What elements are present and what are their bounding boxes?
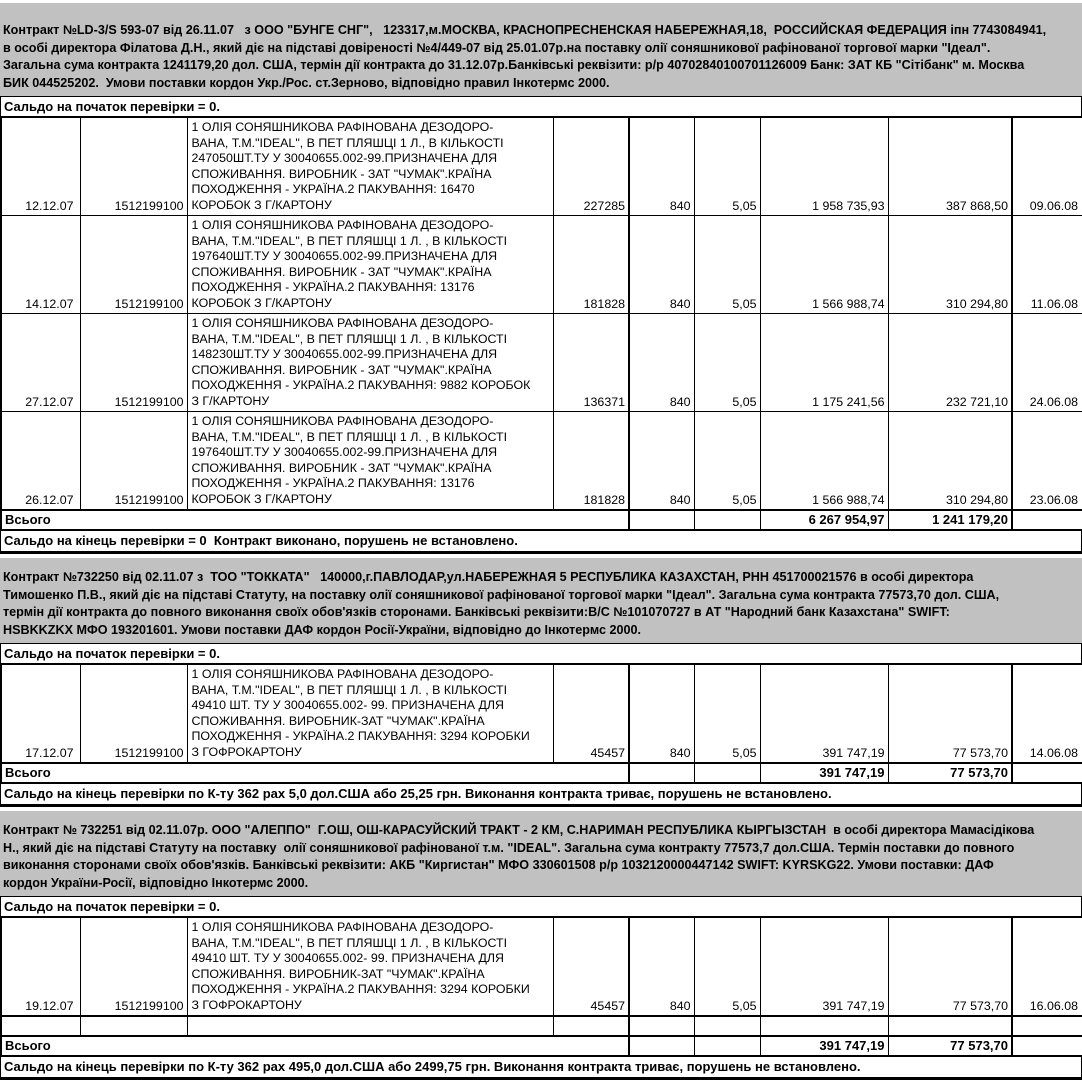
goods-description-cell: 1 ОЛІЯ СОНЯШНИКОВА РАФІНОВАНА ДЕЗОДОРО- ВАНА, Т.М."IDEAL", В ПЕТ ПЛЯШЦІ 1 Л. , В КІЛЬКОСТІ 49410 ШТ. ТУ У 30040655.002- 99. ПРИЗНАЧЕНА ДЛЯ СПОЖИВАННЯ. ВИРОБНИК-ЗАТ "ЧУМАК".КРАЇНА ПОХОДЖЕННЯ - УКРАЇНА.2 ПАКУВАННЯ: 3294 КОРОБКИ З ГОФРОКАРТОНУ [187,664,553,763]
amount-paid-cell: 77 573,70 [888,664,1012,763]
empty-cell [80,1016,187,1036]
amount-paid-cell: 387 868,50 [888,117,1012,216]
total-amount-paid-cell: 77 573,70 [888,1036,1012,1056]
amount-usd-cell: 1 566 988,74 [760,216,888,314]
total-currency-cell [629,763,694,783]
amount-usd-cell: 1 566 988,74 [760,412,888,511]
shipment-date-cell: 14.12.07 [1,216,80,314]
goods-description-cell: 1 ОЛІЯ СОНЯШНИКОВА РАФІНОВАНА ДЕЗОДОРО- ВАНА, Т.М."IDEAL", В ПЕТ ПЛЯШЦІ 1 Л., В КІЛЬКОСТІ 247050ШТ.ТУ У 30040655.002-99.ПРИЗНАЧЕНА ДЛЯ СПОЖИВАННЯ. ВИРОБНИК - ЗАТ "ЧУМАК".КРАЇНА ПОХОДЖЕННЯ - УКРАЇНА.2 ПАКУВАННЯ: 16470 КОРОБОК З Г/КАРТОНУ [187,117,553,216]
contract-2-saldo-end: Сальдо на кінець перевірки по К-ту 362 рах 5,0 дол.США або 25,25 грн. Виконання контракта триває, порушень не встановлено. [0,784,1082,807]
quantity-cell: 181828 [553,412,629,511]
total-row [1,510,1082,530]
total-price-cell [694,763,760,783]
total-empty-cell [1012,763,1082,783]
currency-code-cell: 840 [629,216,694,314]
currency-code-cell: 840 [629,117,694,216]
amount-usd-cell: 1 958 735,93 [760,117,888,216]
contract-1-saldo-end: Сальдо на кінець перевірки = 0 Контракт виконано, порушень не встановлено. [0,531,1082,554]
hs-code-cell: 1512199100 [80,117,187,216]
table-row [1,216,1082,314]
contract-2-section [0,558,1082,807]
payment-date-cell: 09.06.08 [1012,117,1082,216]
contract-1-header: Контракт №LD-3/S 593-07 від 26.11.07 з ООО "БУНГЕ СНГ", 123317,м.МОСКВА, КРАСНОПРЕСНЕНСКАЯ НАБЕРЕЖНАЯ,18, РОССИЙСКАЯ ФЕДЕРАЦИЯ іпн 7743084941, в особі директора Філатова Д.Н., який діє на підставі довіреності №4/449-07 від 25.01.07р.на поставку олії соняшникової рафінованої торгової марки "Ідеал". Загальна сума контракта 1241179,20 дол. США, термін дії контракта до 31.12.07р.Банківські реквізити: р/р 40702840100701126009 Банк: ЗАТ КБ "Сітібанк" м. Москва БИК 044525202. Умови поставки кордон Укр./Рос. ст.Зерново, відповідно правил Інкотермс 2000. [0,3,1082,97]
total-price-cell [694,1036,760,1056]
empty-cell [629,1016,694,1036]
total-row [1,763,1082,783]
total-empty-cell [1012,1036,1082,1056]
total-currency-cell [629,1036,694,1056]
payment-date-cell: 11.06.08 [1012,216,1082,314]
unit-price-cell: 5,05 [694,314,760,412]
total-label-cell: Всього [1,1036,629,1056]
contract-1-saldo-start: Сальдо на початок перевірки = 0. [0,97,1082,116]
goods-description-cell: 1 ОЛІЯ СОНЯШНИКОВА РАФІНОВАНА ДЕЗОДОРО- ВАНА, Т.М."IDEAL", В ПЕТ ПЛЯШЦІ 1 Л. , В КІЛЬКОСТІ 49410 ШТ. ТУ У 30040655.002- 99. ПРИЗНАЧЕНА ДЛЯ СПОЖИВАННЯ. ВИРОБНИК-ЗАТ "ЧУМАК".КРАЇНА ПОХОДЖЕННЯ - УКРАЇНА.2 ПАКУВАННЯ: 3294 КОРОБКИ З ГОФРОКАРТОНУ [187,917,553,1016]
empty-row [1,1016,1082,1036]
hs-code-cell: 1512199100 [80,664,187,763]
unit-price-cell: 5,05 [694,117,760,216]
unit-price-cell: 5,05 [694,412,760,511]
unit-price-cell: 5,05 [694,664,760,763]
contract-3-section [0,811,1082,1080]
shipment-date-cell: 19.12.07 [1,917,80,1016]
total-amount-paid-cell: 1 241 179,20 [888,510,1012,530]
unit-price-cell: 5,05 [694,917,760,1016]
total-empty-cell [1012,510,1082,530]
contract-3-shipments-table [0,916,1082,1057]
hs-code-cell: 1512199100 [80,314,187,412]
empty-cell [187,1016,553,1036]
amount-paid-cell: 77 573,70 [888,917,1012,1016]
contract-3-header: Контракт № 732251 від 02.11.07р. ООО "АЛЕППО" Г.ОШ, ОШ-КАРАСУЙСКИЙ ТРАКТ - 2 КМ, С.НАРИМАН РЕСПУБЛИКА КЫРГЫЗСТАН в особі директора Мамасідікова Н., який діє на підставі Статуту на поставку олії соняшникової рафінованої т.м. "IDEAL". Загальна сума контракту 77573,7 дол.США. Термін поставки до повного виконання сторонами своїх обов'язків. Банківські реквізити: АКБ "Киргистан" МФО 330601508 р/р 1032120000447142 SWIFT: KYRSKG22. Умови поставки: ДАФ кордон України-Росії, відповідно Інкотермс 2000. [0,811,1082,897]
currency-code-cell: 840 [629,664,694,763]
table-row [1,917,1082,1016]
amount-paid-cell: 310 294,80 [888,216,1012,314]
contract-2-shipments-table [0,663,1082,784]
contract-3-saldo-start: Сальдо на початок перевірки = 0. [0,897,1082,916]
shipment-date-cell: 27.12.07 [1,314,80,412]
empty-cell [694,1016,760,1036]
amount-paid-cell: 232 721,10 [888,314,1012,412]
goods-description-cell: 1 ОЛІЯ СОНЯШНИКОВА РАФІНОВАНА ДЕЗОДОРО- ВАНА, Т.М."IDEAL", В ПЕТ ПЛЯШЦІ 1 Л. , В КІЛЬКОСТІ 197640ШТ.ТУ У 30040655.002-99.ПРИЗНАЧЕНА ДЛЯ СПОЖИВАННЯ. ВИРОБНИК - ЗАТ "ЧУМАК".КРАЇНА ПОХОДЖЕННЯ - УКРАЇНА.2 ПАКУВАННЯ: 13176 КОРОБОК З Г/КАРТОНУ [187,216,553,314]
contract-2-header: Контракт №732250 від 02.11.07 з ТОО "ТОККАТА" 140000,г.ПАВЛОДАР,ул.НАБЕРЕЖНАЯ 5 РЕСПУБЛИКА КАЗАХСТАН, РНН 451700021576 в особі директора Тимошенко П.В., який діє на підставі Статуту, на поставку олії соняшникової рафінованої торгової марки "Ідеал". Загальна сума контракта 77573,70 дол. США, термін дії контракта до повного виконання своїх обов'язків сторонами. Банківські реквізити:В/С №101070727 в АТ "Народний банк Казахстана" SWIFT: HSBKKZKX МФО 193201601. Умови поставки ДАФ кордон Росії-України, відповідно до Інкотермс 2000. [0,558,1082,644]
amount-usd-cell: 1 175 241,56 [760,314,888,412]
currency-code-cell: 840 [629,412,694,511]
quantity-cell: 136371 [553,314,629,412]
payment-date-cell: 16.06.08 [1012,917,1082,1016]
total-price-cell [694,510,760,530]
payment-date-cell: 14.06.08 [1012,664,1082,763]
shipment-date-cell: 12.12.07 [1,117,80,216]
hs-code-cell: 1512199100 [80,917,187,1016]
contract-1-shipments-table [0,116,1082,531]
quantity-cell: 181828 [553,216,629,314]
quantity-cell: 227285 [553,117,629,216]
contract-1-section [0,3,1082,554]
total-amount-paid-cell: 77 573,70 [888,763,1012,783]
amount-paid-cell: 310 294,80 [888,412,1012,511]
contract-3-saldo-end: Сальдо на кінець перевірки по К-ту 362 рах 495,0 дол.США або 2499,75 грн. Виконання контракта триває, порушень не встановлено. [0,1057,1082,1080]
total-label-cell: Всього [1,763,629,783]
contract-2-saldo-start: Сальдо на початок перевірки = 0. [0,644,1082,663]
shipment-date-cell: 17.12.07 [1,664,80,763]
hs-code-cell: 1512199100 [80,216,187,314]
total-amount-usd-cell: 6 267 954,97 [760,510,888,530]
empty-cell [553,1016,629,1036]
empty-cell [1012,1016,1082,1036]
goods-description-cell: 1 ОЛІЯ СОНЯШНИКОВА РАФІНОВАНА ДЕЗОДОРО- ВАНА, Т.М."IDEAL", В ПЕТ ПЛЯШЦІ 1 Л. , В КІЛЬКОСТІ 197640ШТ.ТУ У 30040655.002-99.ПРИЗНАЧЕНА ДЛЯ СПОЖИВАННЯ. ВИРОБНИК - ЗАТ "ЧУМАК".КРАЇНА ПОХОДЖЕННЯ - УКРАЇНА.2 ПАКУВАННЯ: 13176 КОРОБОК З Г/КАРТОНУ [187,412,553,511]
currency-code-cell: 840 [629,917,694,1016]
table-row [1,314,1082,412]
quantity-cell: 45457 [553,917,629,1016]
quantity-cell: 45457 [553,664,629,763]
total-amount-usd-cell: 391 747,19 [760,1036,888,1056]
total-currency-cell [629,510,694,530]
total-row [1,1036,1082,1056]
amount-usd-cell: 391 747,19 [760,664,888,763]
total-label-cell: Всього [1,510,629,530]
unit-price-cell: 5,05 [694,216,760,314]
empty-cell [760,1016,888,1036]
table-row [1,412,1082,511]
payment-date-cell: 24.06.08 [1012,314,1082,412]
table-row [1,117,1082,216]
payment-date-cell: 23.06.08 [1012,412,1082,511]
empty-cell [888,1016,1012,1036]
shipment-date-cell: 26.12.07 [1,412,80,511]
amount-usd-cell: 391 747,19 [760,917,888,1016]
empty-cell [1,1016,80,1036]
currency-code-cell: 840 [629,314,694,412]
total-amount-usd-cell: 391 747,19 [760,763,888,783]
table-row [1,664,1082,763]
hs-code-cell: 1512199100 [80,412,187,511]
goods-description-cell: 1 ОЛІЯ СОНЯШНИКОВА РАФІНОВАНА ДЕЗОДОРО- ВАНА, Т.М."IDEAL", В ПЕТ ПЛЯШЦІ 1 Л. , В КІЛЬКОСТІ 148230ШТ.ТУ У 30040655.002-99.ПРИЗНАЧЕНА ДЛЯ СПОЖИВАННЯ. ВИРОБНИК - ЗАТ "ЧУМАК".КРАЇНА ПОХОДЖЕННЯ - УКРАЇНА.2 ПАКУВАННЯ: 9882 КОРОБОК З Г/КАРТОНУ [187,314,553,412]
